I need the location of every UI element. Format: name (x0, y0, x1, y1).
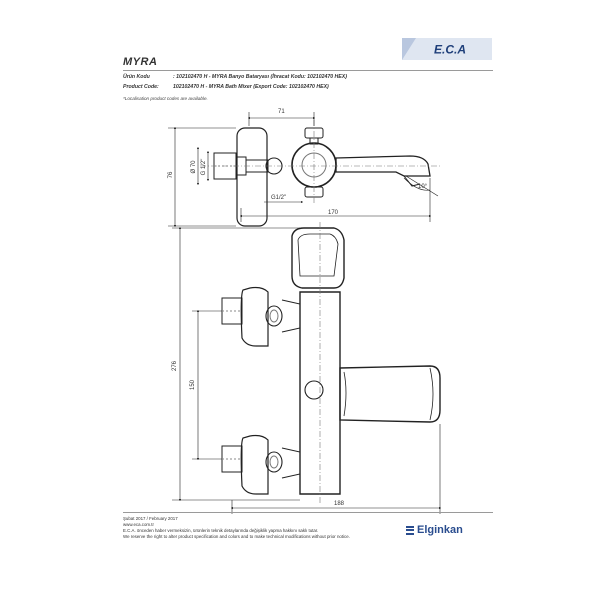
footer-website: www.eca.com.tr (123, 522, 154, 527)
dim-276: 276 (172, 360, 178, 372)
footer-divider (123, 512, 493, 513)
top-view (200, 120, 440, 226)
dim-angle: 10° (418, 184, 428, 190)
dim-g12-bottom: G1/2" (271, 195, 287, 201)
elginkan-brand-text: Elginkan (417, 524, 463, 536)
svg-text:E.C.A: E.C.A (433, 42, 467, 57)
footer-disclaimer-tr: E.C.A. önceden haber vermeksizin, ürünlerin teknik detaylarında değişiklik yapma hakkını saklı tutar. (123, 528, 319, 533)
product-code-tr-value: : 102102470 H - MYRA Banyo Bataryası (İhracat Kodu: 102102470 HEX) (173, 74, 347, 80)
dim-150: 150 (190, 379, 196, 391)
dim-71: 71 (278, 109, 285, 115)
footer-disclaimer-en: We reserve the right to alter product specification and colors and to make technical modifications without prior notice. (123, 534, 350, 539)
dim-g12-top: G 1/2" (201, 158, 207, 176)
product-code-en-label: Product Code: (123, 84, 159, 90)
top-view-labels (168, 109, 428, 216)
dim-phi70: Ø 70 (191, 160, 197, 174)
localisation-note: *Localisation product codes are available. (123, 96, 208, 101)
dim-76: 76 (168, 171, 174, 179)
footer-date: Şubat 2017 / February 2017 (123, 516, 178, 521)
dim-170: 170 (328, 210, 339, 216)
dim-188: 188 (334, 501, 345, 507)
front-view-dimensions (172, 228, 440, 514)
front-view (222, 222, 440, 504)
product-title: MYRA (123, 56, 158, 68)
product-code-en-value: 102102470 H - MYRA Bath Mixer (Export Code: 102102470 HEX) (173, 84, 329, 90)
product-code-tr-label: Ürün Kodu (123, 74, 150, 80)
elginkan-brand (406, 524, 463, 536)
elginkan-logo-icon (406, 526, 414, 535)
